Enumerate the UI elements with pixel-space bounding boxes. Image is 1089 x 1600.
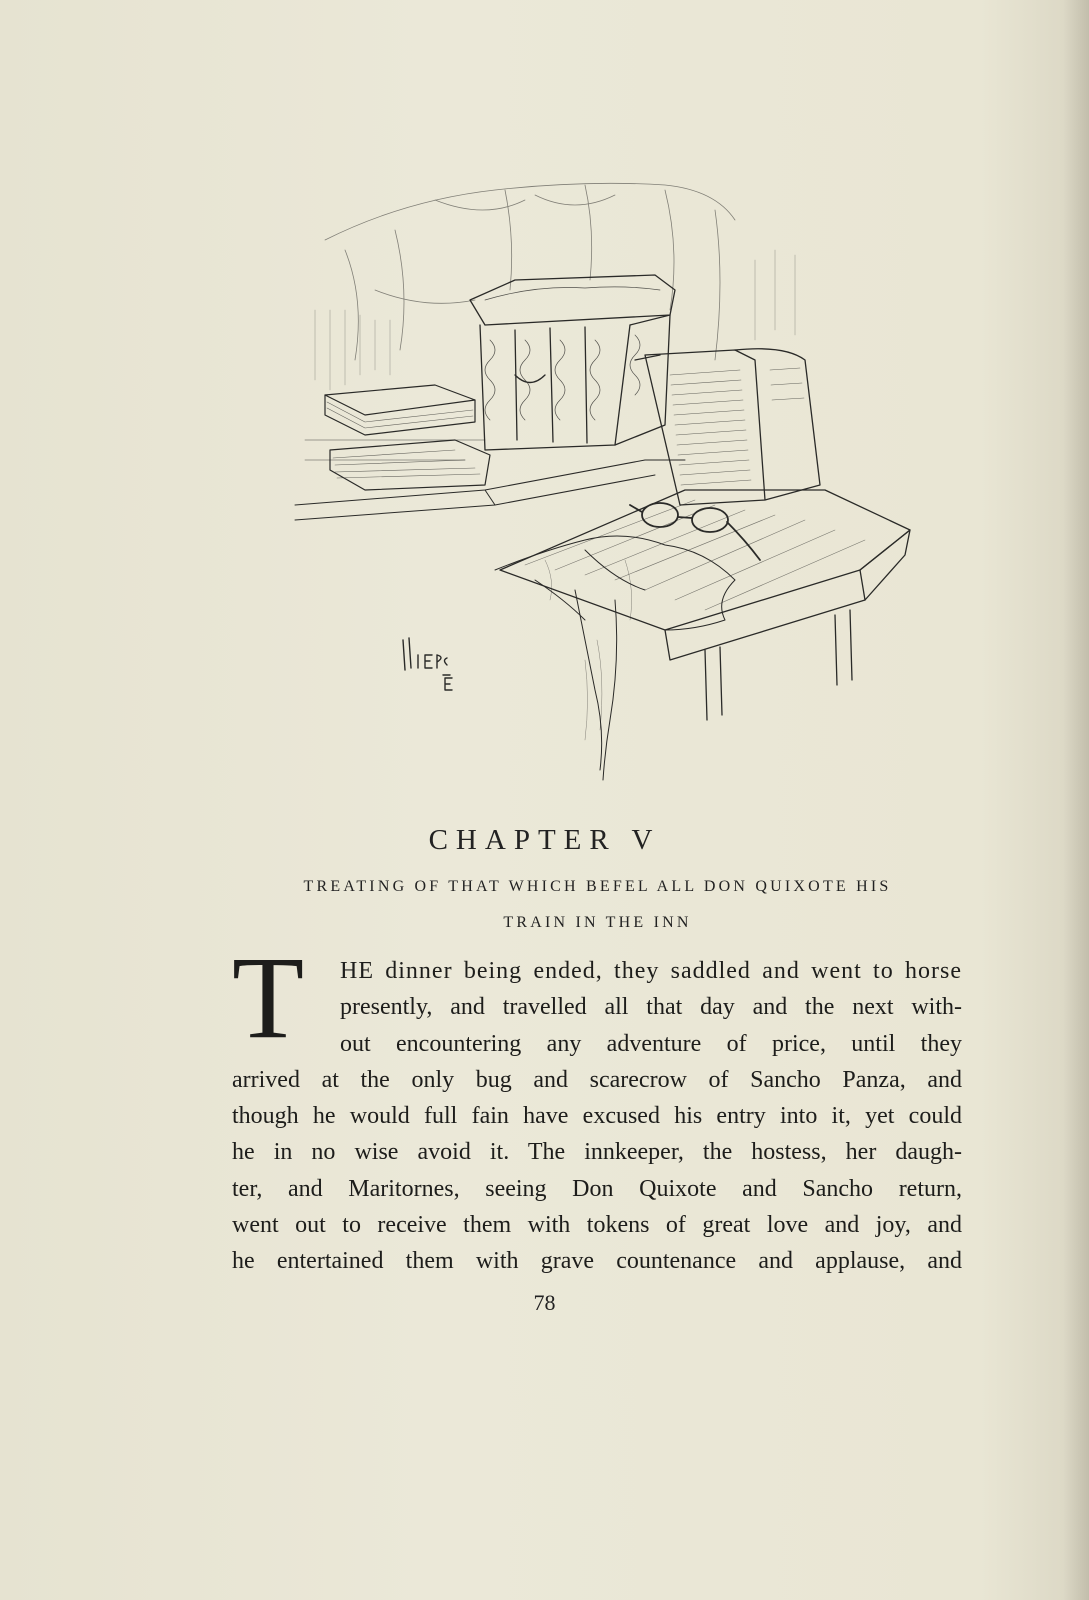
body-line: arrived at the only bug and scarecrow of Sancho Panza, and	[232, 1066, 962, 1093]
body-text	[232, 953, 962, 1280]
still-life-illustration-icon	[285, 160, 935, 800]
body-line: out encountering any adventure of price, until they	[340, 1030, 962, 1057]
body-line: he in no wise avoid it. The innkeeper, the hostess, her daugh-	[232, 1139, 962, 1166]
page-number: 78	[533, 1290, 556, 1315]
body-line: HE dinner being ended, they saddled and went to horse	[340, 958, 962, 984]
body-line: presently, and travelled all that day and the next with-	[340, 994, 962, 1021]
chapter-title: CHAPTER V	[428, 824, 661, 856]
drop-cap: T	[232, 932, 305, 1063]
body-line: though he would full fain have excused his entry into it, yet could	[232, 1103, 962, 1130]
body-line: ter, and Maritornes, seeing Don Quixote and Sancho return,	[232, 1175, 962, 1202]
chapter-subtitle-line-1: TREATING OF THAT WHICH BEFEL ALL DON QUIXOTE HIS	[303, 878, 892, 895]
body-line: he entertained them with grave countenance and applause, and	[232, 1248, 962, 1275]
chapter-subtitle-line-2: TRAIN IN THE INN	[503, 914, 692, 931]
body-line: went out to receive them with tokens of great love and joy, and	[232, 1212, 962, 1239]
page-edge-shadow	[1063, 0, 1089, 1600]
